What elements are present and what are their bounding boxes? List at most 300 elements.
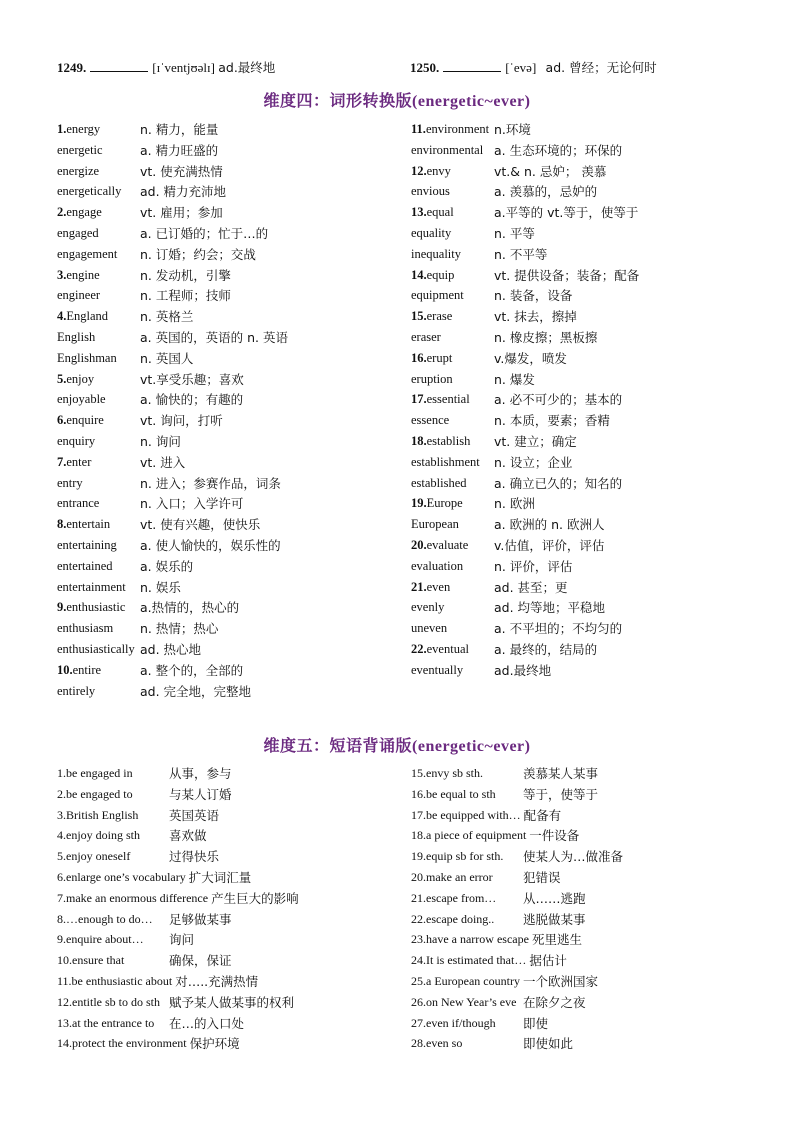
phrase-english: 12.entitle sb to do sth [57, 994, 160, 1009]
word [57, 244, 117, 265]
word-definition: n. 进入；参赛作品，词条 [140, 475, 281, 491]
word [57, 618, 113, 639]
phrase-entry [57, 825, 207, 846]
word-definition: v.爆发，喷发 [494, 350, 567, 366]
word-number: 17. [411, 392, 427, 407]
phrase-chinese: 英国英语 [169, 807, 220, 823]
word-definition: a. 生态环境的；环保的 [494, 142, 623, 158]
word-number: 1. [57, 122, 67, 136]
word-text: eraser [411, 330, 441, 344]
word-definition: a.热情的，热心的 [140, 600, 240, 616]
word-definition: vt.享受乐趣；喜欢 [140, 371, 244, 387]
word [57, 452, 91, 473]
word-text: uneven [411, 621, 448, 636]
phrase-chinese: 配备有 [523, 807, 562, 823]
word-entry [57, 140, 219, 161]
phrase-chinese: 犯错误 [523, 870, 561, 885]
word-definition: ad. 精力充沛地 [140, 184, 227, 200]
word-text: enjoyable [57, 392, 106, 407]
word-text: engineer [57, 288, 101, 303]
word-definition: n. 爆发 [494, 371, 535, 387]
word-definition: vt. 进入 [140, 454, 186, 470]
word-entry [57, 223, 269, 244]
phrase-english: 3.British English [57, 807, 139, 822]
word [57, 202, 102, 223]
word-number: 16. [411, 350, 427, 365]
word-entry [411, 369, 535, 390]
word [57, 473, 83, 494]
section5-title-zh: 维度五：短语背诵版 [263, 736, 413, 755]
word [57, 327, 95, 348]
phrase-chinese: 在…的入口处 [169, 1015, 245, 1031]
word-text: evaluate [426, 538, 469, 552]
word-text: enter [66, 454, 92, 469]
phrase-english: 8.…enough to do… [57, 911, 153, 926]
entry-1249 [57, 58, 275, 76]
word-definition: a. 整个的，全部的 [140, 662, 244, 678]
word-definition: n. 装备，设备 [494, 288, 573, 304]
word-entry [411, 202, 639, 223]
section5-title [0, 733, 794, 756]
word-definition: a. 愉快的；有趣的 [140, 392, 244, 408]
definition: ad.最终地 [218, 60, 276, 75]
word-text: enthusiastically [57, 642, 135, 656]
word-entry [57, 369, 244, 390]
word-text: establish [426, 434, 471, 448]
word-number: 7. [57, 454, 67, 469]
word-definition: vt. 询问，打听 [140, 413, 223, 429]
word-definition: n. 欧洲 [494, 496, 535, 512]
word-text: English [57, 330, 96, 344]
word-text: essence [411, 413, 450, 428]
word-entry [411, 285, 573, 306]
word-number: 21. [411, 579, 427, 594]
word-definition: a. 欧洲的 n. 欧洲人 [494, 517, 605, 533]
word [411, 244, 461, 265]
word [57, 306, 108, 327]
section4-title-en: (energetic~ever) [412, 93, 531, 110]
word-text: establishment [411, 454, 480, 469]
phrase-chinese: 赋予某人做某事的权利 [169, 994, 295, 1010]
phrase-entry [57, 950, 232, 971]
word [57, 181, 121, 202]
word-number: 18. [411, 434, 427, 448]
phrase-chinese: 即使 [523, 1015, 549, 1031]
definition: ad. 曾经；无论何时 [545, 60, 657, 75]
word [411, 265, 454, 286]
word-entry [57, 119, 219, 140]
phrase-entry [57, 971, 259, 992]
section4-title [0, 88, 794, 111]
word [411, 327, 441, 348]
word-definition: a. 英国的，英语的 n. 英语 [140, 330, 288, 345]
word [57, 410, 104, 431]
phrase-chinese: 产生巨大的影响 [211, 890, 299, 906]
word-text: engagement [57, 246, 118, 261]
word-entry [57, 265, 231, 286]
phrase-entry [57, 909, 232, 930]
word-text: even [426, 579, 451, 594]
phrase-english: 15.envy sb sth. [411, 766, 483, 780]
phrase-chinese: 一件设备 [529, 828, 580, 844]
word-number: 22. [411, 642, 427, 656]
word-entry [411, 597, 606, 618]
word [411, 514, 459, 535]
word-entry [411, 535, 605, 556]
word-definition: n. 英国人 [140, 350, 194, 366]
word-number: 13. [411, 205, 427, 220]
phrase-english: 7.make an enormous difference [57, 890, 209, 905]
phrase-english: 26.on New Year’s eve [411, 994, 517, 1009]
word-definition: a. 不平坦的；不均匀的 [494, 621, 623, 637]
word-definition: n. 询问 [140, 434, 181, 449]
word-definition: n. 橡皮擦；黑板擦 [494, 330, 598, 345]
phrase-english: 22.escape doing.. [411, 911, 495, 926]
phrase-english: 14.protect the environment [57, 1036, 187, 1051]
word-text: enquire [66, 413, 104, 428]
word-entry [57, 244, 256, 265]
phrase-english: 4.enjoy doing sth [57, 828, 140, 843]
word-definition: ad. 完全地，完整地 [140, 683, 252, 699]
section5-title-en: (energetic~ever) [412, 738, 531, 755]
phrase-entry [411, 950, 567, 971]
word-entry [57, 306, 194, 327]
phrase-english: 9.enquire about… [57, 932, 144, 947]
word-text: Englishman [57, 350, 117, 365]
word-entry [411, 577, 568, 598]
word-entry [411, 660, 552, 681]
phrase-entry [411, 763, 599, 784]
word-definition: n. 娱乐 [140, 579, 181, 595]
word-entry [57, 161, 223, 182]
word-entry [57, 639, 202, 660]
entry-number: 1249. [57, 60, 87, 75]
phrase-entry [411, 1013, 549, 1034]
phrase-english: 10.ensure that [57, 953, 125, 968]
word-text: environment [425, 122, 490, 136]
word-number: 8. [57, 517, 67, 532]
word-entry [411, 514, 605, 535]
word-entry [57, 493, 244, 514]
word-entry [57, 348, 194, 369]
word [411, 181, 450, 202]
word-text: essential [426, 392, 470, 407]
word-text: equal [426, 205, 454, 220]
word-text: England [66, 309, 109, 324]
phrase-chinese: 逃脱做某事 [523, 911, 586, 927]
word-entry [57, 452, 186, 473]
word-definition: a. 已订婚的；忙于…的 [140, 226, 269, 241]
phrase-entry [57, 784, 232, 805]
word-text: envious [411, 184, 450, 199]
phrase-chinese: 从事，参与 [169, 766, 232, 781]
word-definition: vt. 使有兴趣，使快乐 [140, 517, 261, 533]
word [57, 639, 135, 660]
phrase-english: 17.be equipped with… [411, 807, 521, 822]
word-text: eventual [426, 642, 469, 656]
word-definition: vt. 使充满热情 [140, 163, 223, 179]
word-entry [411, 431, 577, 452]
word-text: equip [426, 267, 455, 282]
phrase-chinese: 过得快乐 [169, 849, 220, 865]
phrase-entry [57, 1033, 240, 1054]
word-text: evenly [411, 600, 445, 615]
phrase-entry [57, 846, 220, 867]
word-entry [411, 244, 548, 265]
word [57, 285, 100, 306]
phrase-chinese: 喜欢做 [169, 828, 207, 844]
phrase-chinese: 使某人为…做准备 [523, 849, 624, 865]
word-text: engaged [57, 226, 99, 240]
word-definition: a.平等的 vt.等于，使等于 [494, 205, 639, 221]
word-entry [411, 306, 577, 327]
word-text: entrance [57, 496, 100, 511]
word [411, 473, 467, 494]
word [57, 119, 100, 140]
phrase-entry [411, 825, 580, 846]
word [411, 369, 453, 390]
phrase-entry [411, 1033, 574, 1054]
word [57, 556, 113, 577]
word-definition: vt. 建立；确定 [494, 434, 577, 449]
word [411, 535, 468, 556]
word-definition: n. 平等 [494, 226, 535, 241]
word-entry [57, 681, 252, 702]
word-definition: a. 最终的，结局的 [494, 642, 598, 657]
word-text: European [411, 517, 459, 532]
word-entry [57, 327, 288, 348]
word-definition: ad. 甚至；更 [494, 579, 568, 595]
phrase-chinese: 从……逃跑 [523, 890, 586, 906]
answer-blank [443, 59, 501, 72]
word-text: entry [57, 475, 83, 490]
phrase-entry [57, 992, 295, 1013]
word-entry [57, 577, 181, 598]
word-definition: n.环境 [494, 122, 531, 137]
word [57, 265, 100, 286]
word [411, 161, 451, 182]
word [57, 369, 94, 390]
phrase-english: 24.It is estimated that… [411, 953, 527, 968]
word-text: eventually [411, 662, 464, 677]
phrase-english: 21.escape from… [411, 890, 497, 905]
phrase-entry [411, 805, 562, 826]
answer-blank [90, 59, 148, 72]
word-text: enthusiasm [57, 621, 114, 636]
word-definition: n. 不平等 [494, 246, 548, 262]
word [57, 514, 110, 535]
phrase-entry [411, 867, 561, 888]
phrase-chinese: 即使如此 [523, 1036, 574, 1052]
word-definition: n. 订婚；约会；交战 [140, 246, 256, 262]
word [411, 431, 470, 452]
phrase-english: 13.at the entrance to [57, 1015, 155, 1030]
word [411, 618, 447, 639]
word-text: enthusiastic [66, 600, 126, 615]
word-text: entire [72, 662, 102, 677]
word-definition: n. 精力，能量 [140, 122, 219, 137]
word-definition: v.估值，评价，评估 [494, 538, 605, 553]
word-definition: ad. 热心地 [140, 642, 202, 657]
word-text: entirely [57, 683, 96, 698]
phrase-entry [411, 971, 599, 992]
word-definition: a. 娱乐的 [140, 558, 194, 574]
word-entry [411, 473, 623, 494]
word [57, 577, 126, 598]
word-definition: vt. 抹去，擦掉 [494, 309, 577, 325]
word-entry [57, 473, 281, 494]
word-entry [57, 181, 227, 202]
phrase-chinese: 死里逃生 [531, 932, 582, 948]
phrase-chinese: 据估计 [529, 953, 567, 969]
word [411, 660, 463, 681]
word-text: energetic [57, 142, 103, 157]
word-entry [57, 410, 223, 431]
word-text: erupt [426, 350, 453, 365]
word [411, 348, 452, 369]
word-text: entertain [66, 517, 111, 532]
word-text: enjoy [66, 371, 95, 386]
word [411, 389, 470, 410]
word-definition: n. 设立；企业 [494, 454, 573, 470]
phrase-chinese: 保护环境 [189, 1036, 240, 1052]
word-text: erase [426, 309, 453, 324]
word-entry [411, 181, 598, 202]
word [411, 140, 483, 161]
word-entry [57, 514, 261, 535]
word-number: 4. [57, 309, 67, 324]
word [411, 223, 451, 244]
word-text: energize [57, 163, 100, 178]
phrase-entry [57, 763, 232, 784]
phrase-entry [57, 867, 252, 888]
word [411, 410, 449, 431]
word [411, 556, 463, 577]
word-entry [411, 348, 567, 369]
entry-number: 1250. [410, 60, 440, 75]
word-number: 9. [57, 600, 67, 615]
phrase-english: 2.be engaged to [57, 786, 133, 801]
word-entry [411, 639, 598, 660]
word [57, 223, 99, 244]
phrase-chinese: 羡慕某人某事 [523, 766, 599, 781]
phrase-entry [57, 1013, 245, 1034]
word-text: evaluation [411, 558, 464, 573]
word-entry [57, 431, 181, 452]
word [57, 161, 99, 182]
word-entry [411, 618, 623, 639]
phrase-english: 20.make an error [411, 870, 493, 884]
word-entry [411, 556, 573, 577]
word-text: engage [66, 205, 102, 220]
word [57, 660, 101, 681]
word [411, 119, 489, 140]
word-entry [57, 660, 244, 681]
word-number: 12. [411, 163, 427, 178]
word-definition: vt. 雇用；参加 [140, 205, 223, 221]
word-text: engine [66, 267, 100, 282]
section4-title-zh: 维度四：词形转换版 [263, 91, 413, 110]
phrase-english: 5.enjoy oneself [57, 849, 131, 864]
word [411, 577, 450, 598]
word-text: Europe [426, 496, 463, 511]
phrase-entry [411, 929, 582, 950]
word [57, 535, 117, 556]
phrase-chinese: 确保，保证 [169, 953, 232, 969]
word-entry [411, 140, 623, 161]
word-definition: vt.& n. 忌妒； 羡慕 [494, 163, 607, 179]
word-entry [57, 535, 281, 556]
phrase-english: 28.even so [411, 1036, 463, 1051]
word-text: entertaining [57, 538, 117, 552]
word-definition: n. 入口；入学许可 [140, 496, 244, 512]
word-definition: a. 精力旺盛的 [140, 142, 219, 158]
word-entry [411, 119, 531, 140]
word-entry [57, 556, 194, 577]
word-definition: n. 英格兰 [140, 309, 194, 325]
phrase-english: 25.a European country [411, 974, 520, 988]
phrase-english: 19.equip sb for sth. [411, 849, 504, 864]
phrase-entry [57, 805, 220, 826]
phrase-chinese: 等于，使等于 [523, 786, 599, 802]
phrase-chinese: 与某人订婚 [169, 786, 232, 802]
phrase-entry [57, 929, 195, 950]
word [411, 639, 469, 660]
word-text: entertainment [57, 579, 126, 594]
entry-1250 [410, 58, 657, 76]
word-number: 3. [57, 267, 67, 282]
phrase-chinese: 扩大词汇量 [188, 870, 252, 885]
word [411, 306, 452, 327]
word-number: 15. [411, 309, 427, 324]
word-definition: vt. 提供设备；装备；配备 [494, 267, 640, 283]
word-entry [411, 493, 535, 514]
word-number: 14. [411, 267, 427, 282]
word-text: energetically [57, 184, 122, 199]
word [57, 493, 99, 514]
word-entry [57, 618, 219, 639]
word-number: 5. [57, 371, 67, 386]
word-text: entertained [57, 558, 113, 573]
phrase-english: 18.a piece of equipment [411, 828, 527, 843]
word-text: established [411, 475, 467, 490]
phrase-english: 1.be engaged in [57, 766, 133, 780]
phrase-entry [411, 784, 599, 805]
word-entry [57, 389, 244, 410]
word [411, 597, 444, 618]
word-text: inequality [411, 246, 461, 261]
phonetic: [ɪˈventjʊəlɪ] [152, 60, 215, 75]
word-number: 10. [57, 662, 73, 677]
phrase-english: 11.be enthusiastic about [57, 974, 173, 988]
phrase-chinese: 足够做某事 [169, 911, 232, 927]
word [411, 452, 480, 473]
word [57, 681, 95, 702]
word-definition: n. 本质，要素；香精 [494, 413, 610, 429]
word [411, 285, 464, 306]
phrase-english: 23.have a narrow escape [411, 932, 529, 947]
phrase-english: 6.enlarge one’s vocabulary [57, 870, 186, 884]
word-number: 11. [411, 122, 426, 136]
word-text: enquiry [57, 434, 96, 448]
word [57, 389, 106, 410]
word-number: 2. [57, 205, 67, 220]
word-entry [411, 223, 535, 244]
phrase-entry [411, 909, 586, 930]
word-definition: n. 评价，评估 [494, 558, 573, 574]
word-definition: n. 发动机，引擎 [140, 267, 231, 283]
word-entry [411, 327, 598, 348]
